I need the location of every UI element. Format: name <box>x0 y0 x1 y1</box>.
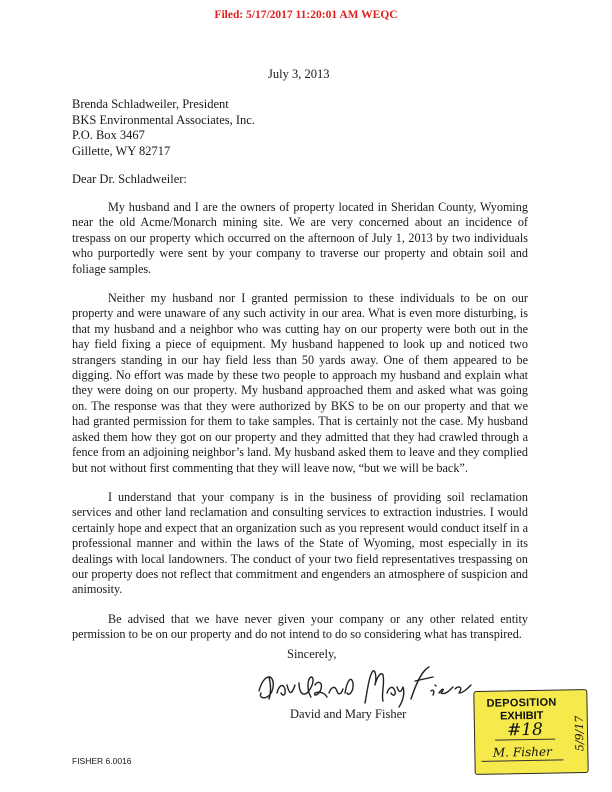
paragraph: I understand that your company is in the business of providing soil reclamation services and other land reclamation and consulting services to extraction industries. I would certainly hope and expect that an organization such as you represent would conduct itself in a professional manner and within the laws of the State of Wyoming, most especially in its dealings with local landowners. The conduct of your two field representatives trespassing on our property does not reflect that commitment and engenders an atmosphere of suspicion and animosity. <box>72 489 528 597</box>
bates-number: FISHER 6.0016 <box>72 756 132 766</box>
recipient-address <box>72 97 255 159</box>
recipient-company: BKS Environmental Associates, Inc. <box>72 112 255 127</box>
filed-stamp: Filed: 5/17/2017 11:20:01 AM WEQC <box>214 9 398 21</box>
paragraph: Neither my husband nor I granted permission to these individuals to be on our property and were unaware of any such activity in our area. What is even more disturbing, is that my husband and a neighbor who was cutting hay on our property were both out in the hay field fixing a piece of equipment. My husband happened to look up and noticed two strangers standing in our hay field less than 50 yards away. One of them appeared to be digging. No effort was made by these two people to approach my husband and explain what they were doing on our property. My husband approached them and asked what was going on. The response was that they were authorized by BKS to be on our property and that we had granted permission for them to take samples. That is certainly not the case. My husband asked them how they got on our property and they admitted that they had crawled through a fence from an adjoining neighbor’s land. My husband asked them to leave and they complied but not without first commenting that they will leave now, “but we will be back”. <box>72 291 528 475</box>
recipient-po-box: P.O. Box 3467 <box>72 128 145 142</box>
paragraph: My husband and I are the owners of property located in Sheridan County, Wyoming near the old Acme/Monarch mining site. We are very concerned about an incidence of trespass on our property which occurred on the afternoon of July 1, 2013 by two individuals who purportedly were sent by your company to traverse our property and obtain soil and foliage samples. <box>72 200 528 276</box>
sticker-date-text: 5/9/17 <box>572 715 587 752</box>
sticker-subtitle: EXHIBIT <box>499 709 544 723</box>
recipient-name: Brenda Schladweiler, President <box>72 97 229 111</box>
exhibit-number: #18 <box>495 721 555 741</box>
deponent-name: M. Fisher <box>481 744 563 761</box>
closing: Sincerely, <box>287 647 337 661</box>
letter-body <box>72 200 528 657</box>
sticker-title: DEPOSITION <box>486 696 557 710</box>
deposition-exhibit-sticker <box>473 689 588 775</box>
signed-name: David and Mary Fisher <box>290 707 407 721</box>
recipient-city: Gillette, WY 82717 <box>72 143 171 158</box>
salutation: Dear Dr. Schladweiler: <box>72 172 187 186</box>
letter-date: July 3, 2013 <box>268 67 330 81</box>
paragraph: Be advised that we have never given your company or any other related entity permission to be on our property and do not intend to do so considering what has transpired. <box>72 611 528 642</box>
